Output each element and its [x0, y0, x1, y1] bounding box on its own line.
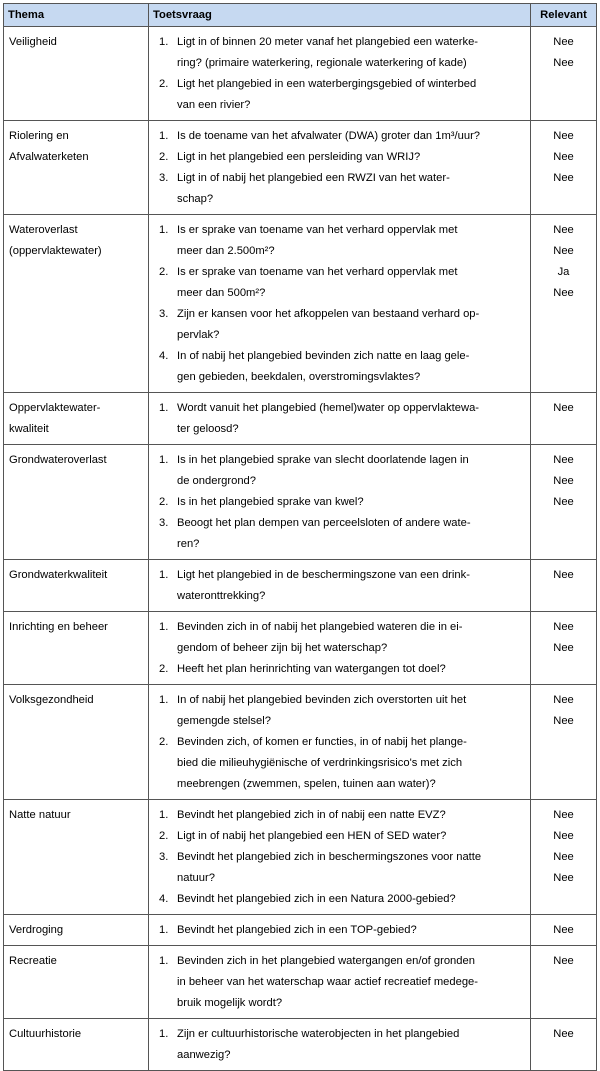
question-text: Ligt in of nabij het plangebied een HEN of SED water?: [177, 830, 447, 842]
question-text: Zijn er cultuurhistorische waterobjecten in het plangebied aanwezig?: [177, 1028, 460, 1061]
question-number: 1.: [159, 402, 169, 414]
relevant-cell: [531, 215, 597, 393]
question-cell: [149, 560, 531, 612]
question-cell: [149, 612, 531, 685]
table-row: [4, 445, 597, 560]
question-text: Ligt in of nabij het plangebied een RWZI van het water- schap?: [177, 172, 450, 205]
question-item: [153, 220, 526, 262]
relevant-value: Nee: [553, 57, 574, 69]
question-item: [153, 492, 526, 513]
question-number: 4.: [159, 893, 169, 905]
relevant-value: Nee: [553, 402, 574, 414]
thema-label: Inrichting en beheer: [9, 621, 108, 633]
relevant-value: Nee: [553, 924, 574, 936]
thema-cell: [4, 612, 149, 685]
relevant-value: Ja: [557, 266, 570, 278]
question-item: [153, 659, 526, 680]
header-thema: Thema: [4, 4, 149, 27]
relevant-value: Nee: [553, 830, 574, 842]
question-number: 1.: [159, 224, 169, 236]
relevant-value: Nee: [553, 172, 574, 184]
relevant-value: Nee: [553, 475, 574, 487]
question-cell: [149, 946, 531, 1019]
question-item: [153, 920, 526, 941]
thema-cell: [4, 946, 149, 1019]
question-item: [153, 346, 526, 388]
question-text: Zijn er kansen voor het afkoppelen van bestaand verhard op- pervlak?: [177, 308, 480, 341]
question-text: In of nabij het plangebied bevinden zich natte en laag gele- gen gebieden, beekdalen, overstromingsvlaktes?: [177, 350, 470, 383]
relevant-cell: [531, 800, 597, 915]
question-number: 1.: [159, 1028, 169, 1040]
question-item: [153, 168, 526, 210]
table-row: [4, 121, 597, 215]
thema-cell: [4, 393, 149, 445]
relevant-cell: [531, 121, 597, 215]
question-number: 1.: [159, 454, 169, 466]
question-number: 1.: [159, 569, 169, 581]
thema-cell: [4, 685, 149, 800]
question-text: Is er sprake van toename van het verhard oppervlak met meer dan 2.500m²?: [177, 224, 458, 257]
question-item: [153, 805, 526, 826]
relevant-value: Nee: [553, 715, 574, 727]
relevant-value: Nee: [553, 694, 574, 706]
relevant-value: Nee: [553, 809, 574, 821]
question-number: 3.: [159, 308, 169, 320]
table-row: [4, 800, 597, 915]
question-number: 3.: [159, 517, 169, 529]
relevant-value: Nee: [553, 36, 574, 48]
question-item: [153, 690, 526, 732]
question-item: [153, 304, 526, 346]
relevant-value: Nee: [553, 151, 574, 163]
table-row: [4, 27, 597, 121]
question-text: Is in het plangebied sprake van slecht doorlatende lagen in de ondergrond?: [177, 454, 469, 487]
relevant-cell: [531, 915, 597, 946]
relevant-value: Nee: [553, 1028, 574, 1040]
relevant-cell: [531, 946, 597, 1019]
thema-cell: [4, 800, 149, 915]
question-number: 2.: [159, 663, 169, 675]
watertoets-table: [3, 3, 597, 1071]
question-text: Bevindt het plangebied zich in of nabij een natte EVZ?: [177, 809, 446, 821]
table-row: [4, 612, 597, 685]
question-cell: [149, 393, 531, 445]
question-text: Bevindt het plangebied zich in beschermingszones voor natte natuur?: [177, 851, 482, 884]
table-row: [4, 1019, 597, 1071]
question-item: [153, 513, 526, 555]
relevant-cell: [531, 393, 597, 445]
thema-label: Verdroging: [9, 924, 64, 936]
question-text: Is de toename van het afvalwater (DWA) groter dan 1m³/uur?: [177, 130, 481, 142]
table-row: [4, 215, 597, 393]
question-item: [153, 74, 526, 116]
relevant-value: Nee: [553, 454, 574, 466]
relevant-value: Nee: [553, 642, 574, 654]
question-cell: [149, 685, 531, 800]
thema-cell: [4, 215, 149, 393]
question-cell: [149, 800, 531, 915]
question-text: Is in het plangebied sprake van kwel?: [177, 496, 364, 508]
question-text: Beoogt het plan dempen van perceelsloten of andere wate- ren?: [177, 517, 471, 550]
question-number: 2.: [159, 736, 169, 748]
question-cell: [149, 1019, 531, 1071]
question-number: 1.: [159, 130, 169, 142]
thema-cell: [4, 915, 149, 946]
question-item: [153, 147, 526, 168]
question-number: 2.: [159, 266, 169, 278]
thema-label: Oppervlaktewater- kwaliteit: [9, 402, 101, 435]
thema-label: Cultuurhistorie: [9, 1028, 82, 1040]
question-number: 1.: [159, 36, 169, 48]
question-item: [153, 32, 526, 74]
question-text: Bevinden zich in het plangebied watergangen en/of gronden in beheer van het waterschap waar actief recreatief medege- bruik mogelijk wordt?: [177, 955, 478, 1009]
question-number: 4.: [159, 350, 169, 362]
question-text: Ligt het plangebied in een waterbergingsgebied of winterbed van een rivier?: [177, 78, 477, 111]
question-item: [153, 450, 526, 492]
thema-label: Riolering en Afvalwaterketen: [9, 130, 89, 163]
question-cell: [149, 27, 531, 121]
relevant-cell: [531, 445, 597, 560]
question-text: Bevinden zich in of nabij het plangebied wateren die in ei- gendom of beheer zijn bij het waterschap?: [177, 621, 463, 654]
table-body: [4, 27, 597, 1071]
question-number: 2.: [159, 78, 169, 90]
question-text: Is er sprake van toename van het verhard oppervlak met meer dan 500m²?: [177, 266, 458, 299]
thema-label: Natte natuur: [9, 809, 71, 821]
question-text: In of nabij het plangebied bevinden zich overstorten uit het gemengde stelsel?: [177, 694, 467, 727]
question-cell: [149, 445, 531, 560]
question-text: Bevindt het plangebied zich in een TOP-gebied?: [177, 924, 417, 936]
question-number: 1.: [159, 924, 169, 936]
thema-label: Wateroverlast (oppervlaktewater): [9, 224, 102, 257]
question-text: Bevinden zich, of komen er functies, in of nabij het plange- bied die milieuhygiënische of verdrinkingsrisico's met zich meebrengen (zwemmen, spelen, tuinen aan water)?: [177, 736, 467, 790]
question-text: Wordt vanuit het plangebied (hemel)water op oppervlaktewa- ter geloosd?: [177, 402, 480, 435]
relevant-cell: [531, 560, 597, 612]
table-row: [4, 946, 597, 1019]
relevant-value: Nee: [553, 130, 574, 142]
question-item: [153, 617, 526, 659]
relevant-cell: [531, 612, 597, 685]
header-toetsvraag: Toetsvraag: [149, 4, 531, 27]
relevant-value: Nee: [553, 496, 574, 508]
question-number: 1.: [159, 621, 169, 633]
thema-label: Grondwateroverlast: [9, 454, 107, 466]
relevant-value: Nee: [553, 955, 574, 967]
relevant-value: Nee: [553, 851, 574, 863]
thema-cell: [4, 121, 149, 215]
relevant-cell: [531, 1019, 597, 1071]
thema-cell: [4, 560, 149, 612]
question-number: 3.: [159, 851, 169, 863]
question-item: [153, 826, 526, 847]
table-row: [4, 915, 597, 946]
relevant-cell: [531, 27, 597, 121]
question-text: Ligt het plangebied in de beschermingszone van een drink- wateronttrekking?: [177, 569, 470, 602]
question-text: Ligt in het plangebied een persleiding van WRIJ?: [177, 151, 421, 163]
question-item: [153, 126, 526, 147]
header-row: [4, 4, 597, 27]
question-item: [153, 262, 526, 304]
thema-cell: [4, 27, 149, 121]
question-item: [153, 398, 526, 440]
question-item: [153, 565, 526, 607]
question-number: 2.: [159, 151, 169, 163]
relevant-value: Nee: [553, 569, 574, 581]
question-number: 2.: [159, 830, 169, 842]
thema-label: Grondwaterkwaliteit: [9, 569, 108, 581]
table-row: [4, 685, 597, 800]
question-item: [153, 1024, 526, 1066]
question-item: [153, 951, 526, 1014]
header-relevant: Relevant: [531, 4, 597, 27]
question-item: [153, 847, 526, 889]
table-row: [4, 560, 597, 612]
question-number: 3.: [159, 172, 169, 184]
question-number: 2.: [159, 496, 169, 508]
thema-label: Veiligheid: [9, 36, 57, 48]
question-cell: [149, 121, 531, 215]
question-number: 1.: [159, 955, 169, 967]
question-number: 1.: [159, 809, 169, 821]
question-item: [153, 889, 526, 910]
relevant-cell: [531, 685, 597, 800]
thema-cell: [4, 1019, 149, 1071]
question-cell: [149, 215, 531, 393]
question-text: Heeft het plan herinrichting van watergangen tot doel?: [177, 663, 446, 675]
question-text: Ligt in of binnen 20 meter vanaf het plangebied een waterke- ring? (primaire waterkering, regionale waterkering of kade): [177, 36, 479, 69]
thema-label: Volksgezondheid: [9, 694, 94, 706]
relevant-value: Nee: [553, 872, 574, 884]
relevant-value: Nee: [553, 224, 574, 236]
question-text: Bevindt het plangebied zich in een Natura 2000-gebied?: [177, 893, 456, 905]
table-row: [4, 393, 597, 445]
question-cell: [149, 915, 531, 946]
question-number: 1.: [159, 694, 169, 706]
relevant-value: Nee: [553, 287, 574, 299]
question-item: [153, 732, 526, 795]
relevant-value: Nee: [553, 245, 574, 257]
relevant-value: Nee: [553, 621, 574, 633]
thema-cell: [4, 445, 149, 560]
thema-label: Recreatie: [9, 955, 57, 967]
